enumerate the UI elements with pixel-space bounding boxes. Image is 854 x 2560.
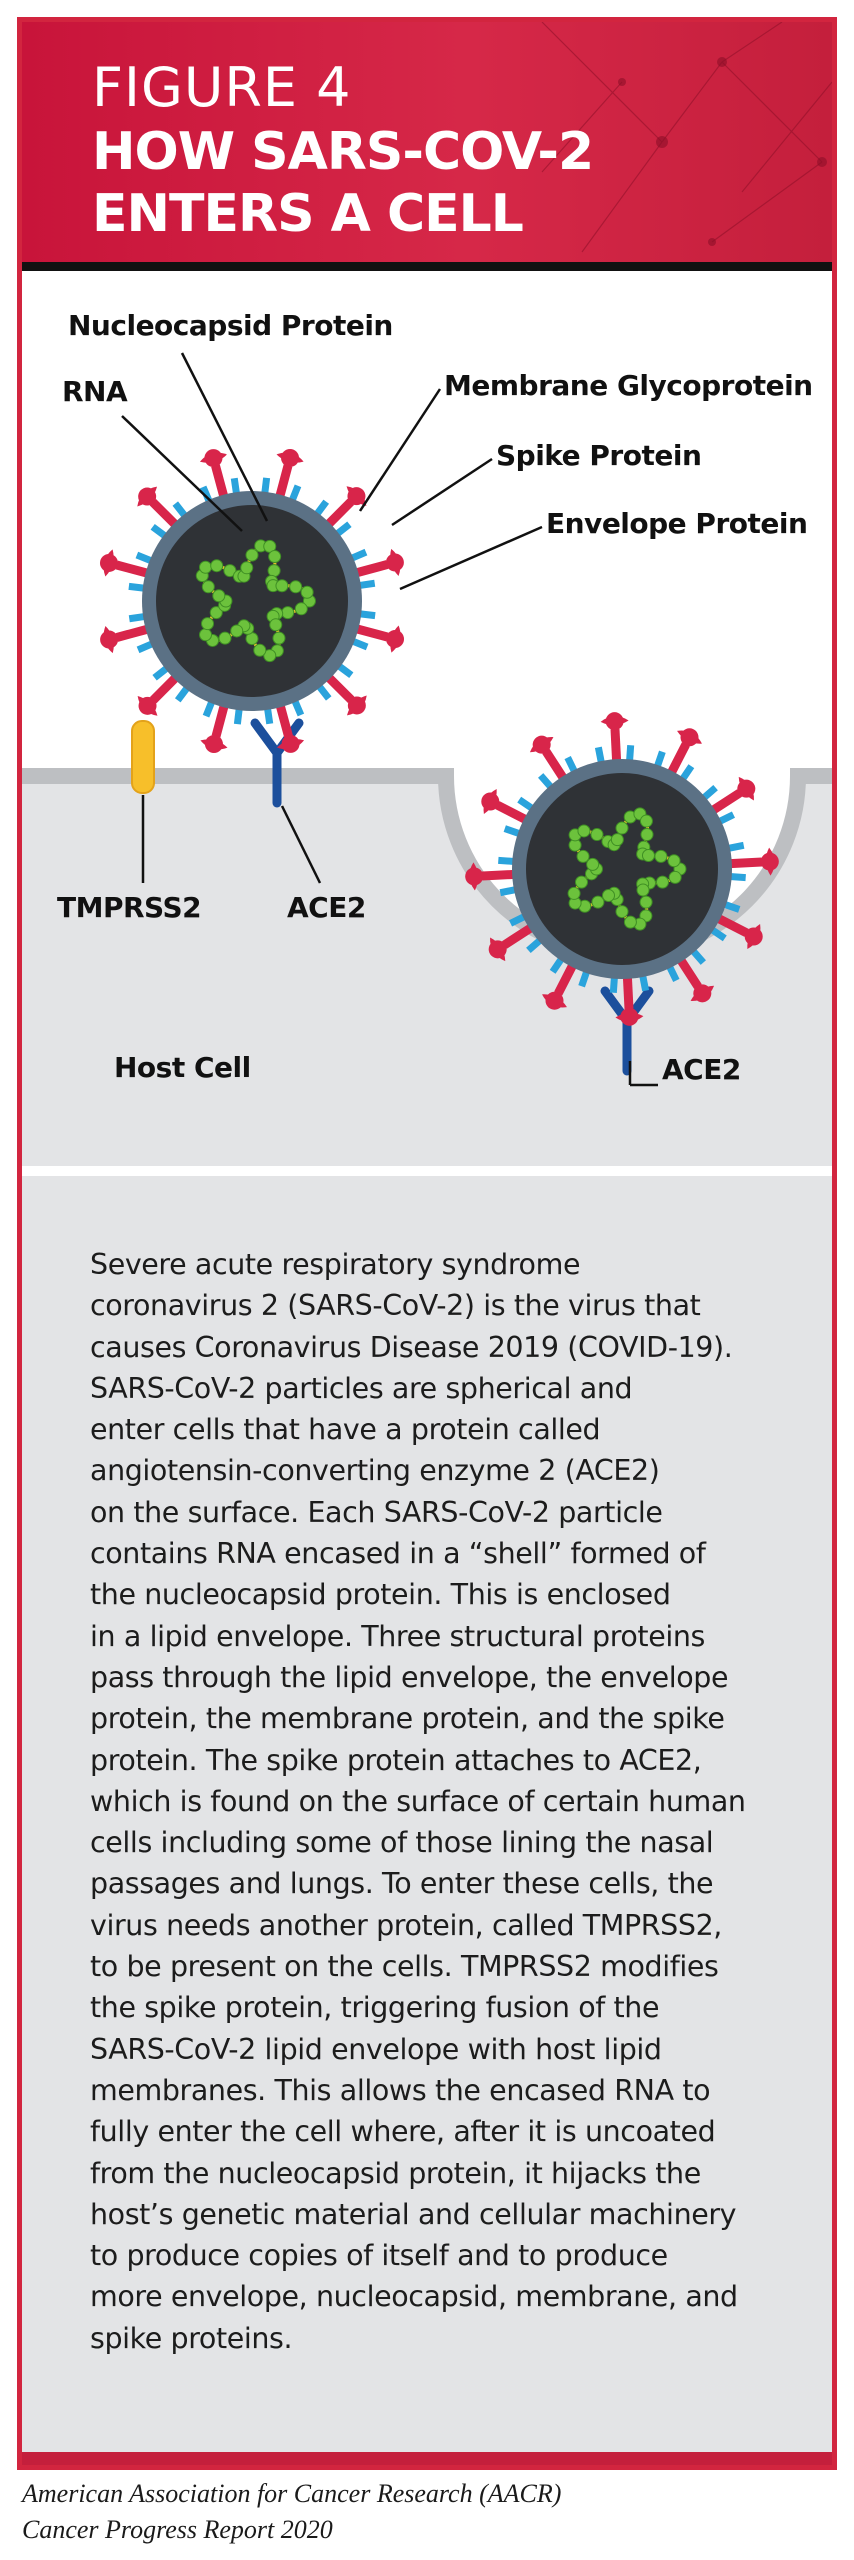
nucleocapsid-bead xyxy=(655,850,667,862)
nucleocapsid-bead xyxy=(578,825,590,837)
membrane-glycoprotein xyxy=(153,527,166,537)
membrane-glycoprotein xyxy=(295,700,301,715)
nucleocapsid-bead xyxy=(592,896,604,908)
nucleocapsid-bead xyxy=(669,871,681,883)
nucleocapsid-bead xyxy=(568,887,580,899)
description-line: enter cells that have a protein called xyxy=(90,1413,601,1447)
membrane-glycoprotein xyxy=(319,686,329,699)
nucleocapsid-bead xyxy=(282,607,294,619)
membrane-glycoprotein xyxy=(129,616,145,618)
spike-protein xyxy=(497,805,527,821)
membrane-glycoprotein xyxy=(206,701,212,716)
label-nucleocapsid-protein: Nucleocapsid Protein xyxy=(68,309,393,342)
virus-entry-diagram xyxy=(22,271,832,1166)
nucleocapsid-bead xyxy=(270,619,282,631)
label-envelope-protein: Envelope Protein xyxy=(546,507,808,540)
membrane-glycoprotein xyxy=(730,877,746,878)
spike-protein xyxy=(280,703,289,736)
source-credit xyxy=(22,2476,561,2548)
description-line: the spike protein, triggering fusion of the xyxy=(90,1991,660,2025)
membrane-glycoprotein xyxy=(178,688,188,701)
nucleocapsid-bead xyxy=(591,829,603,841)
description-line: pass through the lipid envelope, the envelope xyxy=(90,1660,729,1694)
membrane-glycoprotein xyxy=(568,758,575,772)
nucleocapsid-bead xyxy=(640,815,652,827)
label-membrane-glycoprotein: Membrane Glycoprotein xyxy=(444,369,813,402)
leader-line xyxy=(392,459,492,525)
membrane-glycoprotein xyxy=(630,745,631,761)
spike-protein xyxy=(728,862,762,864)
nucleocapsid-bead xyxy=(668,855,680,867)
membrane-glycoprotein xyxy=(541,775,551,787)
nucleocapsid-bead xyxy=(213,590,225,602)
membrane-glycoprotein xyxy=(337,524,350,534)
membrane-glycoprotein xyxy=(155,668,168,678)
spike-protein xyxy=(354,565,387,574)
membrane-glycoprotein xyxy=(339,666,352,676)
nucleocapsid-bead xyxy=(241,562,253,574)
description-line: SARS-CoV-2 lipid envelope with host lipid xyxy=(90,2032,662,2066)
description-line: to produce copies of itself and to produce xyxy=(90,2239,668,2273)
nucleocapsid-bead xyxy=(624,916,636,928)
membrane-glycoprotein xyxy=(643,975,646,991)
label-host-cell: Host Cell xyxy=(114,1051,251,1084)
membrane-glycoprotein xyxy=(265,478,267,494)
membrane-glycoprotein xyxy=(719,815,733,822)
description-line: on the surface. Each SARS-CoV-2 particle xyxy=(90,1495,663,1529)
label-ace2-right: ACE2 xyxy=(662,1053,741,1086)
description-line: angiotensin-converting enzyme 2 (ACE2) xyxy=(90,1454,660,1488)
nucleocapsid-bead xyxy=(254,644,266,656)
membrane-glycoprotein xyxy=(351,552,366,558)
section-divider xyxy=(22,1166,832,1176)
diagram-canvas xyxy=(22,271,832,1166)
description-line: membranes. This allows the encased RNA to xyxy=(90,2073,711,2107)
membrane-glycoprotein xyxy=(505,829,520,834)
leader-line xyxy=(400,527,542,589)
label-tmprss2: TMPRSS2 xyxy=(57,891,202,924)
spike-protein xyxy=(670,744,686,774)
nucleocapsid-bead xyxy=(616,822,628,834)
description-line: from the nucleocapsid protein, it hijacks the xyxy=(90,2156,701,2190)
nucleocapsid-bead xyxy=(611,834,623,846)
nucleocapsid-bead xyxy=(295,603,307,615)
membrane-glycoprotein xyxy=(582,971,587,986)
header-divider xyxy=(22,262,832,271)
figure-title-line1: HOW SARS-COV-2 xyxy=(92,122,594,182)
figure-header xyxy=(22,22,832,262)
membrane-glycoprotein xyxy=(138,644,153,650)
membrane-glycoprotein xyxy=(129,586,145,588)
membrane-glycoprotein xyxy=(704,788,716,798)
spike-protein xyxy=(117,565,150,574)
nucleocapsid-bead xyxy=(273,632,285,644)
nucleocapsid-bead xyxy=(640,896,652,908)
description-line: causes Coronavirus Disease 2019 (COVID-19). xyxy=(90,1330,733,1364)
nucleocapsid-bead xyxy=(641,829,653,841)
tmprss2-protein xyxy=(132,721,154,793)
spike-protein xyxy=(279,466,288,499)
spike-protein xyxy=(117,629,150,638)
description-line: virus needs another protein, called TMPRSS2, xyxy=(90,1908,722,1942)
spike-protein xyxy=(354,628,387,637)
nucleocapsid-bead xyxy=(268,565,280,577)
membrane-glycoprotein xyxy=(292,486,298,501)
figure-number: FIGURE 4 xyxy=(92,56,352,119)
nucleocapsid-bead xyxy=(301,586,313,598)
nucleocapsid-bead xyxy=(577,850,589,862)
virus-core xyxy=(156,505,348,697)
spike-protein xyxy=(627,975,629,1009)
spike-protein xyxy=(711,793,740,811)
description-line: fully enter the cell where, after it is uncoated xyxy=(90,2115,716,2149)
label-rna: RNA xyxy=(62,375,128,408)
description-line: protein. The spike protein attaches to ACE2, xyxy=(90,1743,702,1777)
membrane-glycoprotein xyxy=(598,747,601,763)
nucleocapsid-bead xyxy=(276,580,288,592)
nucleocapsid-bead xyxy=(200,629,212,641)
nucleocapsid-bead xyxy=(246,549,258,561)
description-line: cells including some of those lining the nasal xyxy=(90,1826,714,1860)
label-spike-protein: Spike Protein xyxy=(496,439,702,472)
membrane-glycoprotein xyxy=(519,800,532,809)
description-line: contains RNA encased in a “shell” formed of xyxy=(90,1537,706,1571)
membrane-glycoprotein xyxy=(237,708,239,724)
nucleocapsid-bead xyxy=(231,625,243,637)
nucleocapsid-bead xyxy=(576,876,588,888)
virus-core xyxy=(526,773,718,965)
membrane-glycoprotein xyxy=(234,478,236,494)
membrane-glycoprotein xyxy=(728,845,744,848)
nucleocapsid-bead xyxy=(642,850,654,862)
spike-protein xyxy=(615,729,617,763)
nucleocapsid-bead xyxy=(269,551,281,563)
credit-line2: Cancer Progress Report 2020 xyxy=(22,2515,333,2544)
figure-title-line2: ENTERS A CELL xyxy=(92,184,523,244)
membrane-glycoprotein xyxy=(498,860,514,861)
label-ace2-left: ACE2 xyxy=(287,891,366,924)
description-line: host’s genetic material and cellular machinery xyxy=(90,2197,737,2231)
description-line: which is found on the surface of certain human xyxy=(90,1784,746,1818)
nucleocapsid-bead xyxy=(219,632,231,644)
membrane-glycoprotein xyxy=(267,708,269,724)
virus-particle-free xyxy=(100,449,404,753)
description-line: spike proteins. xyxy=(90,2321,293,2355)
description-line: Severe acute respiratory syndrome xyxy=(90,1248,581,1281)
membrane-glycoprotein xyxy=(137,555,152,561)
description-line: the nucleocapsid protein. This is enclosed xyxy=(90,1578,671,1612)
nucleocapsid-bead xyxy=(202,618,214,630)
leader-line xyxy=(360,389,440,511)
membrane-glycoprotein xyxy=(175,504,185,517)
membrane-glycoprotein xyxy=(657,752,662,767)
nucleocapsid-bead xyxy=(616,906,628,918)
membrane-glycoprotein xyxy=(359,583,375,585)
nucleocapsid-bead xyxy=(603,889,615,901)
membrane-glycoprotein xyxy=(500,890,516,893)
membrane-glycoprotein xyxy=(359,614,375,616)
nucleocapsid-bead xyxy=(656,876,668,888)
membrane-glycoprotein xyxy=(682,766,691,779)
spike-protein xyxy=(546,751,564,780)
nucleocapsid-bead xyxy=(211,560,223,572)
nucleocapsid-bead xyxy=(202,581,214,593)
footer-bar xyxy=(22,2452,832,2470)
nucleocapsid-bead xyxy=(587,858,599,870)
description-text xyxy=(90,1244,810,2359)
description-line: coronavirus 2 (SARS-CoV-2) is the virus that xyxy=(90,1289,701,1323)
nucleocapsid-bead xyxy=(637,884,649,896)
description-line: SARS-CoV-2 particles are spherical and xyxy=(90,1371,633,1405)
spike-protein xyxy=(482,874,516,876)
description-line: in a lipid envelope. Three structural proteins xyxy=(90,1619,705,1653)
nucleocapsid-bead xyxy=(200,561,212,573)
membrane-glycoprotein xyxy=(613,977,614,993)
membrane-glycoprotein xyxy=(352,641,367,647)
credit-line1: American Association for Cancer Research (AACR) xyxy=(22,2479,562,2508)
membrane-glycoprotein xyxy=(317,502,327,515)
spike-protein xyxy=(216,466,225,499)
nucleocapsid-bead xyxy=(290,581,302,593)
figure-frame xyxy=(17,17,837,2470)
description-line: passages and lungs. To enter these cells, the xyxy=(90,1867,714,1901)
description-line: more envelope, nucleocapsid, membrane, and xyxy=(90,2280,738,2314)
description-line: protein, the membrane protein, and the spike xyxy=(90,1702,725,1736)
membrane-glycoprotein xyxy=(724,904,739,909)
spike-protein xyxy=(216,703,225,736)
description-line: to be present on the cells. TMPRSS2 modifies xyxy=(90,1950,719,1984)
